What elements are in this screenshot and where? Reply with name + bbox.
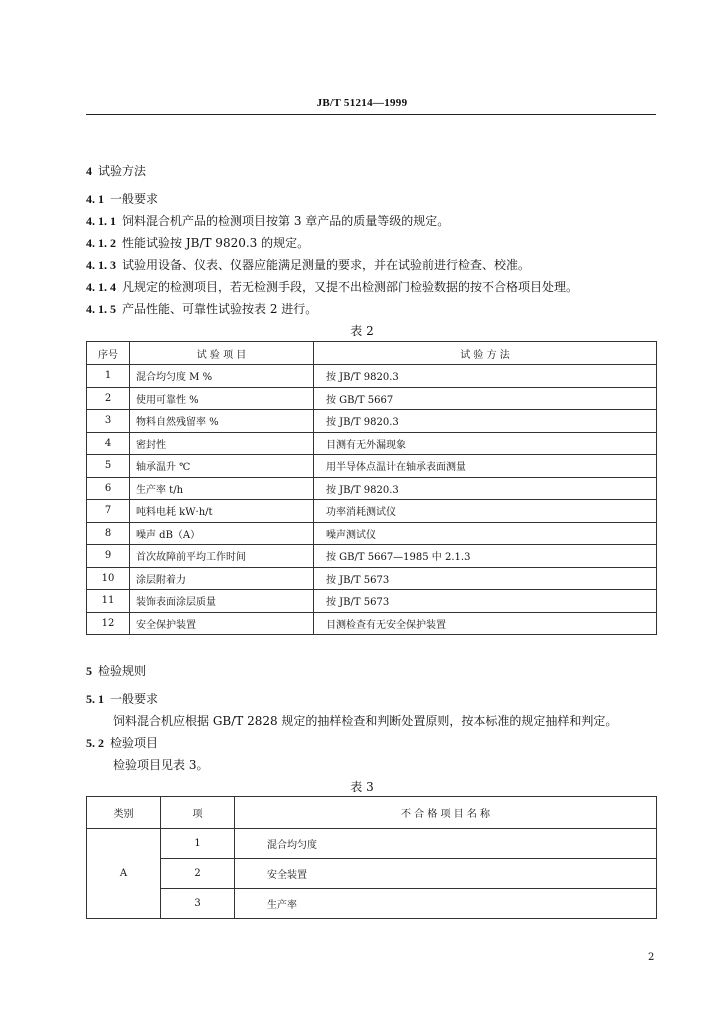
item-name-cell: 安全装置 — [235, 859, 657, 889]
item-name-cell: 生产率 — [235, 889, 657, 919]
clause-text: 试验用设备、仪表、仪器应能满足测量的要求，并在试验前进行检查、校准。 — [122, 258, 531, 272]
section-number: 5. 2 — [86, 736, 104, 750]
table-row — [87, 829, 657, 859]
clause-number: 4. 1. 1 — [86, 214, 116, 228]
section-number: 5 — [86, 664, 92, 678]
table-row — [87, 859, 657, 889]
column-header-item: 项 — [161, 797, 235, 829]
test-method-cell: 按 JB/T 5673 — [314, 567, 657, 590]
row-number-cell: 3 — [87, 410, 130, 433]
clause-4-1-5 — [86, 300, 317, 317]
table-header-row — [87, 797, 657, 829]
item-number-cell: 2 — [161, 859, 235, 889]
test-item-cell: 混合均匀度 M % — [130, 365, 314, 388]
row-number-cell: 6 — [87, 477, 130, 500]
test-method-cell: 按 GB/T 5667 — [314, 387, 657, 410]
clause-number: 4. 1. 5 — [86, 302, 116, 316]
section-4-heading — [86, 162, 146, 179]
clause-text: 饲料混合机产品的检测项目按第 3 章产品的质量等级的规定。 — [122, 214, 450, 228]
table-row — [87, 455, 657, 478]
test-item-cell: 物料自然残留率 % — [130, 410, 314, 433]
test-method-cell: 按 GB/T 5667—1985 中 2.1.3 — [314, 545, 657, 568]
table-2-caption: 表 2 — [350, 324, 374, 338]
test-item-cell: 安全保护装置 — [130, 612, 314, 635]
table-row — [87, 365, 657, 388]
header-rule — [86, 114, 656, 115]
section-title: 检验规则 — [98, 664, 147, 678]
row-number-cell: 2 — [87, 387, 130, 410]
clause-number: 4. 1. 2 — [86, 236, 116, 250]
page-number: 2 — [648, 952, 655, 963]
table-row — [87, 522, 657, 545]
test-item-cell: 密封性 — [130, 432, 314, 455]
nonconformity-table — [86, 796, 657, 919]
clause-number: 4. 1. 3 — [86, 258, 116, 272]
table-row — [87, 410, 657, 433]
column-header-item: 试 验 项 目 — [130, 342, 314, 365]
clause-4-1-1 — [86, 212, 449, 229]
table-row — [87, 432, 657, 455]
section-title: 检验项目 — [110, 736, 159, 750]
section-title: 一般要求 — [110, 192, 159, 206]
table-row — [87, 612, 657, 635]
section-5-2-heading — [86, 734, 158, 751]
column-header-number: 序号 — [87, 342, 130, 365]
clause-4-1-4 — [86, 278, 578, 295]
test-method-cell: 按 JB/T 9820.3 — [314, 410, 657, 433]
test-method-cell: 噪声测试仪 — [314, 522, 657, 545]
clause-text: 产品性能、可靠性试验按表 2 进行。 — [122, 302, 318, 316]
item-name-cell: 混合均匀度 — [235, 829, 657, 859]
table-row — [87, 387, 657, 410]
row-number-cell: 5 — [87, 455, 130, 478]
column-header-name: 不 合 格 项 目 名 称 — [235, 797, 657, 829]
section-number: 4 — [86, 164, 92, 178]
category-cell: A — [87, 829, 161, 919]
test-item-cell: 轴承温升 ℃ — [130, 455, 314, 478]
clause-text: 性能试验按 JB/T 9820.3 的规定。 — [122, 236, 310, 250]
clause-4-1-2 — [86, 234, 309, 251]
table-row — [87, 590, 657, 613]
section-number: 5. 1 — [86, 692, 104, 706]
row-number-cell: 7 — [87, 500, 130, 523]
test-item-cell: 装饰表面涂层质量 — [130, 590, 314, 613]
test-method-cell: 功率消耗测试仪 — [314, 500, 657, 523]
clause-number: 4. 1. 4 — [86, 280, 116, 294]
table-row — [87, 545, 657, 568]
item-number-cell: 1 — [161, 829, 235, 859]
test-method-cell: 目测有无外漏现象 — [314, 432, 657, 455]
section-title: 一般要求 — [110, 692, 159, 706]
section-number: 4. 1 — [86, 192, 104, 206]
clause-text: 凡规定的检测项目，若无检测手段，又提不出检测部门检验数据的按不合格项目处理。 — [122, 280, 579, 294]
test-item-cell: 吨料电耗 kW·h/t — [130, 500, 314, 523]
row-number-cell: 12 — [87, 612, 130, 635]
table-row — [87, 889, 657, 919]
section-5-heading — [86, 662, 146, 679]
item-number-cell: 3 — [161, 889, 235, 919]
row-number-cell: 11 — [87, 590, 130, 613]
test-item-cell: 涂层附着力 — [130, 567, 314, 590]
section-title: 试验方法 — [98, 164, 147, 178]
table-header-row — [87, 342, 657, 365]
test-item-cell: 生产率 t/h — [130, 477, 314, 500]
test-item-cell: 首次故障前平均工作时间 — [130, 545, 314, 568]
table-row — [87, 500, 657, 523]
test-method-cell: 按 JB/T 9820.3 — [314, 365, 657, 388]
document-header: JB/T 51214—1999 — [316, 97, 408, 109]
table-row — [87, 567, 657, 590]
test-method-cell: 按 JB/T 9820.3 — [314, 477, 657, 500]
test-method-cell: 目测检查有无安全保护装置 — [314, 612, 657, 635]
section-5-2-text: 检验项目见表 3。 — [113, 758, 209, 772]
row-number-cell: 8 — [87, 522, 130, 545]
row-number-cell: 9 — [87, 545, 130, 568]
row-number-cell: 1 — [87, 365, 130, 388]
table-3-caption: 表 3 — [350, 780, 374, 794]
test-item-cell: 使用可靠性 % — [130, 387, 314, 410]
row-number-cell: 10 — [87, 567, 130, 590]
test-method-cell: 按 JB/T 5673 — [314, 590, 657, 613]
test-methods-table — [86, 341, 657, 635]
table-row — [87, 477, 657, 500]
test-item-cell: 噪声 dB（A） — [130, 522, 314, 545]
test-method-cell: 用半导体点温计在轴承表面测量 — [314, 455, 657, 478]
section-4-1-heading — [86, 190, 158, 207]
column-header-method: 试 验 方 法 — [314, 342, 657, 365]
column-header-category: 类别 — [87, 797, 161, 829]
clause-4-1-3 — [86, 256, 530, 273]
section-5-1-text: 饲料混合机应根据 GB/T 2828 规定的抽样检查和判断处置原则，按本标准的规定抽样和判定。 — [113, 714, 618, 728]
row-number-cell: 4 — [87, 432, 130, 455]
section-5-1-heading — [86, 690, 158, 707]
